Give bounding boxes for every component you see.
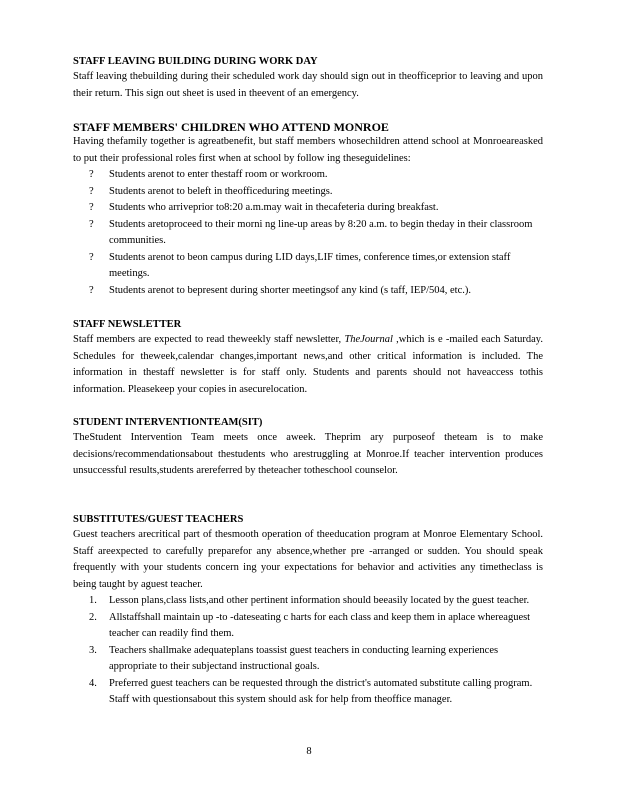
list-item-text: Allstaffshall maintain up -to -dateseating c harts for each class and keep them in aplace whereaguest teacher can readily find them. [109,611,531,639]
section-heading: STAFF NEWSLETTER [73,319,182,330]
item-number: 1. [89,595,97,606]
bullet-marker: ? [89,185,94,197]
guidelines-list [73,167,543,299]
bullet-marker: ? [89,202,94,213]
bullet-marker: ? [89,218,94,230]
section-staff-leaving [73,55,543,102]
list-item [73,283,543,300]
list-item [73,167,543,184]
section-intro: Having thefamily together is agreatbenefit, but staff members whosechildren attend school at Monroeareasked to put their professional roles first when at school by follow ing theseguidelines: [73,136,543,164]
section-heading: STUDENT INTERVENTIONTEAM(SIT) [73,417,263,428]
list-item-text: Students aretoproceed to their morni ng line-up areas by 8:20 a.m. to begin theday in their classroom communities. [109,218,533,246]
section-heading: STAFF MEMBERS' CHILDREN WHO ATTEND MONROE [73,120,389,134]
list-item [73,643,543,676]
list-item-text: Students arenot to bepresent during shorter meetingsof any kind (s taff, IEP/504, etc.). [109,284,471,296]
body-text-a: Staff members are expected to read theweekly staff newsletter, [73,334,345,345]
substitute-list [73,593,543,709]
list-item [73,217,543,250]
body-text-b: ,which is e -mailed each Saturday. Schedules for theweek,calendar changes,important news,and other critical information is included. The information in thestaff newsletter is for staff only. Students and parents should not haveaccess tothis information. Pleasekeep your copies in asecurelocation. [73,334,543,395]
list-item [73,200,543,217]
section-body [73,332,543,398]
section-substitutes [73,513,543,709]
bullet-marker: ? [89,169,94,180]
list-item-text: Students arenot to beleft in theofficeduring meetings. [109,185,333,197]
list-item [73,676,543,709]
list-item-text: Students who arriveprior to8:20 a.m.may wait in thecafeteria during breakfast. [109,202,439,213]
list-item-text: Teachers shallmake adequateplans toassist guest teachers in conducting learning experiences appropriate to their subjectand instructional goals. [109,644,499,672]
section-staff-children [73,120,543,299]
list-item [73,593,543,610]
section-body: TheStudent Intervention Team meets once aweek. Theprim ary purposeof theteam is to make decisions/recommendationsabout thestudents who arestruggling at Monroe.If teacher intervention produces unsuccessful results,students arereferred by theteacher totheschool counselor. [73,432,543,476]
section-heading: SUBSTITUTES/GUEST TEACHERS [73,514,244,525]
bullet-marker: ? [89,251,94,263]
list-item [73,250,543,283]
section-student-intervention [73,416,543,480]
page-number: 8 [306,746,312,757]
list-item-text: Students arenot to enter thestaff room or workroom. [109,169,328,180]
section-body: Staff leaving thebuilding during their scheduled work day should sign out in theofficeprior to leaving and upon their return. This sign out sheet is used in theevent of an emergency. [73,71,543,99]
list-item [73,610,543,643]
list-item-text: Preferred guest teachers can be requested through the district's automated substitute calling program. Staff with questionsabout this system should ask for help from theoffice manager. [109,677,533,705]
list-item-text: Lesson plans,class lists,and other pertinent information should beeasily located by the guest teacher. [109,595,530,606]
list-item [73,184,543,201]
item-number: 4. [89,677,97,689]
item-number: 2. [89,611,97,623]
section-heading: STAFF LEAVING BUILDING DURING WORK DAY [73,56,318,67]
bullet-marker: ? [89,284,94,296]
newsletter-title: TheJournal [344,334,393,345]
section-intro: Guest teachers arecritical part of thesmooth operation of theeducation program at Monroe Elementary School. Staff areexpected to carefully preparefor any absence,whether pre -arranged or sudden. You should speak frequently with your students concern ing your expectations for behavior and activities any timetheclass is being taught by aguest teacher. [73,529,543,590]
list-item-text: Students arenot to beon campus during LID days,LIF times, conference times,or extension staff meetings. [109,251,511,279]
section-staff-newsletter [73,318,543,398]
item-number: 3. [89,644,97,656]
